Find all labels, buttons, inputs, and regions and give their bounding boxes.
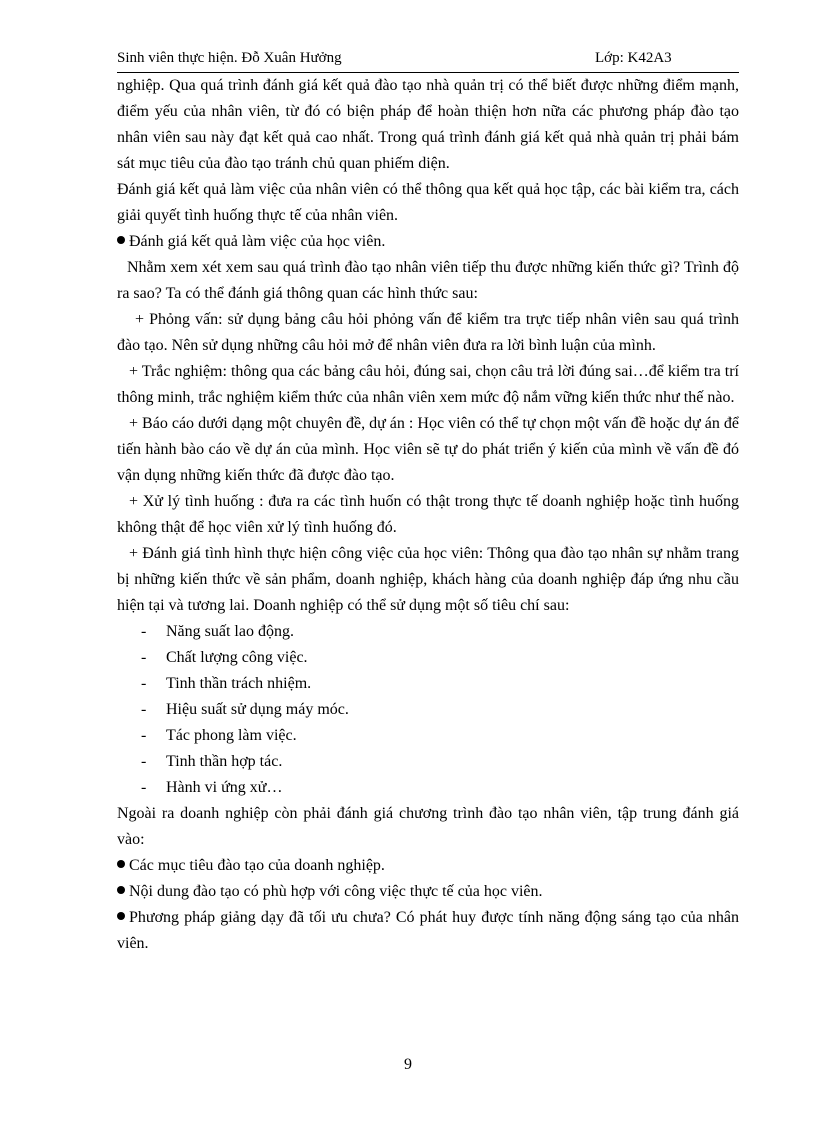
page-header	[117, 50, 739, 73]
bullet-dot-icon	[117, 860, 125, 868]
bullet-training-goals	[117, 853, 739, 879]
method-interview: + Phỏng vấn: sử dụng bảng câu hỏi phỏng vấn để kiểm tra trực tiếp nhân viên sau quá trình đào tạo. Nên sử dụng những câu hỏi mở để nhân viên đưa ra lời bình luận của mình.	[117, 311, 739, 354]
paragraph-evaluation-basis: Đánh giá kết quả làm việc của nhân viên có thể thông qua kết quả học tập, các bài kiểm tra, cách giải quyết tình huống thực tế của nhân viên.	[117, 181, 739, 224]
bullet-teaching-method	[117, 905, 739, 957]
paragraph-methods-intro: Nhằm xem xét xem sau quá trình đào tạo nhân viên tiếp thu được những kiến thức gì? Trình độ ra sao? Ta có thể đánh giá thông quan các hình thức sau:	[117, 259, 739, 302]
paragraph-intro: nghiệp. Qua quá trình đánh giá kết quả đào tạo nhà quản trị có thể biết được những điểm mạnh, điểm yếu của nhân viên, từ đó có biện pháp để hoàn thiện hơn nữa các phương pháp đào tạo nhân viên sau này đạt kết quả cao nhất. Trong quá trình đánh giá kết quả nhà quản trị phải bám sát mục tiêu của đào tạo tránh chủ quan phiếm diện.	[117, 77, 739, 172]
bullet-evaluate-learners	[117, 229, 739, 255]
criteria-item: - Hành vi ứng xử…	[141, 779, 283, 796]
criteria-item: - Năng suất lao động.	[141, 623, 294, 640]
page-number: 9	[404, 1056, 412, 1073]
method-report: + Báo cáo dưới dạng một chuyên đề, dự án : Học viên có thể tự chọn một vấn đề hoặc dự án để tiến hành bào cáo về dự án của mình. Học viên sẽ tự do phát triển ý kiến của mình về vấn đề đó vận dụng những kiến thức đã được đào tạo.	[117, 415, 739, 484]
bullet-text: Đánh giá kết quả làm việc của học viên.	[129, 233, 386, 250]
bullet-text: Nội dung đào tạo có phù hợp với công việc thực tế của học viên.	[129, 883, 543, 900]
author-line: Sinh viên thực hiện. Đỗ Xuân Hưởng	[117, 50, 342, 66]
criteria-item: - Tinh thần trách nhiệm.	[141, 675, 312, 692]
bullet-text: Các mục tiêu đào tạo của doanh nghiệp.	[129, 857, 385, 874]
criteria-item: - Tinh thần hợp tác.	[141, 753, 283, 770]
class-label: Lớp: K42A3	[595, 50, 672, 66]
method-case-handling: + Xử lý tình huống : đưa ra các tình huốn có thật trong thực tế doanh nghiệp hoặc tình huống không thật để học viên xử lý tình huống đó.	[117, 493, 739, 536]
bullet-dot-icon	[117, 886, 125, 894]
criteria-item: - Chất lượng công việc.	[141, 649, 308, 666]
bullet-dot-icon	[117, 912, 125, 920]
paragraph-program-evaluation: Ngoài ra doanh nghiệp còn phải đánh giá chương trình đào tạo nhân viên, tập trung đánh giá vào:	[117, 805, 739, 848]
criteria-item: - Hiệu suất sử dụng máy móc.	[141, 701, 349, 718]
bullet-text: Phương pháp giảng dạy đã tối ưu chưa? Có phát huy được tính năng động sáng tạo của nhân viên.	[117, 909, 739, 952]
bullet-dot-icon	[117, 236, 125, 244]
bullet-training-content	[117, 879, 739, 905]
document-body	[117, 73, 739, 957]
method-quiz: + Trắc nghiệm: thông qua các bảng câu hỏi, đúng sai, chọn câu trả lời đúng sai…để kiểm tra trí thông minh, trắc nghiệm kiểm thức của nhân viên xem mức độ nắm vững kiến thức như thế nào.	[117, 363, 739, 406]
method-performance: + Đánh giá tình hình thực hiện công việc của học viên: Thông qua đào tạo nhân sự nhằm trang bị những kiến thức về sản phẩm, doanh nghiệp, khách hàng của doanh nghiệp đáp ứng nhu cầu hiện tại và tương lai. Doanh nghiệp có thể sử dụng một số tiêu chí sau:	[117, 545, 739, 614]
criteria-item: - Tác phong làm việc.	[141, 727, 297, 744]
